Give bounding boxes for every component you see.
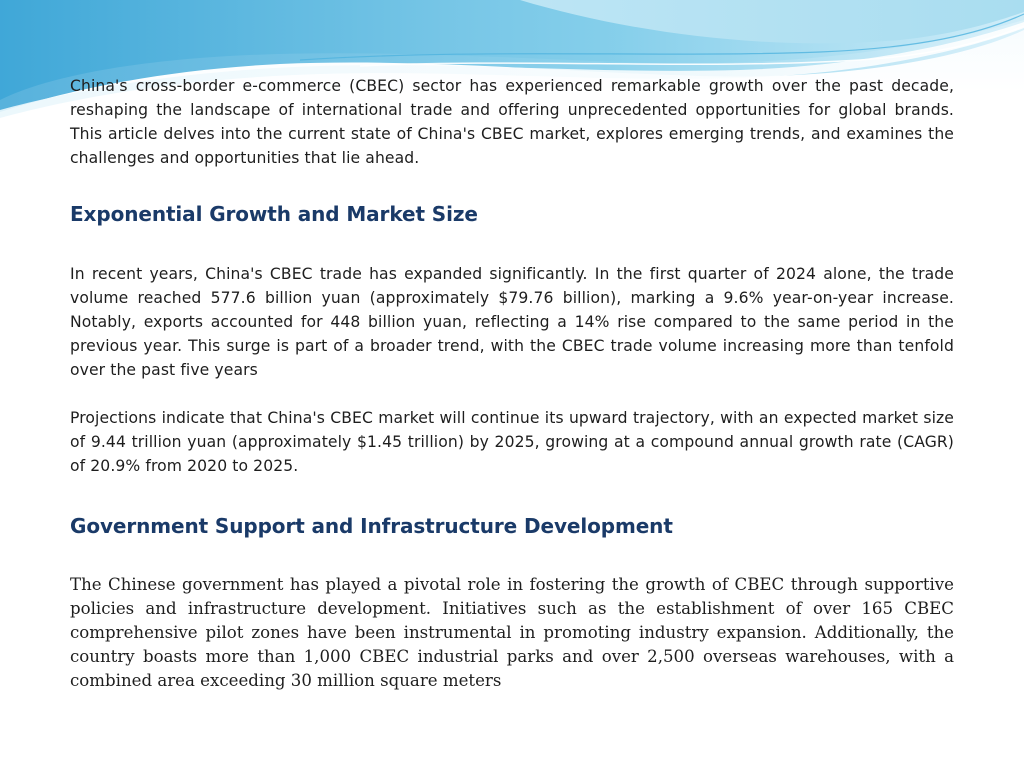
slide-content (70, 74, 954, 693)
growth-paragraph-projections: Projections indicate that China's CBEC market will continue its upward trajectory, with an expected market size of 9.44 trillion yuan (approximately $1.45 trillion) by 2025, growing at a compound annual growth rate (CAGR) of 20.9% from 2020 to 2025. (70, 409, 954, 475)
intro-paragraph: China's cross-border e-commerce (CBEC) sector has experienced remarkable growth over the past decade, reshaping the landscape of international trade and offering unprecedented opportunities for global brands. This article delves into the current state of China's CBEC market, explores emerging trends, and examines the challenges and opportunities that lie ahead. (70, 77, 954, 167)
section-heading-government-support: Government Support and Infrastructure Development (70, 514, 673, 538)
section-heading-growth: Exponential Growth and Market Size (70, 202, 478, 226)
growth-paragraph-trade-volume: In recent years, China's CBEC trade has expanded significantly. In the first quarter of 2024 alone, the trade volume reached 577.6 billion yuan (approximately $79.76 billion), marking a 9.6% year-on-year increase. Notably, exports accounted for 448 billion yuan, reflecting a 14% rise compared to the same period in the previous year. This surge is part of a broader trend, with the CBEC trade volume increasing more than tenfold over the past five years (70, 265, 954, 379)
government-support-paragraph: The Chinese government has played a pivotal role in fostering the growth of CBEC through supportive policies and infrastructure development. Initiatives such as the establishment of over 165 CBEC comprehensive pilot zones have been instrumental in promoting industry expansion. Additionally, the country boasts more than 1,000 CBEC industrial parks and over 2,500 overseas warehouses, with a combined area exceeding 30 million square meters (70, 575, 954, 690)
